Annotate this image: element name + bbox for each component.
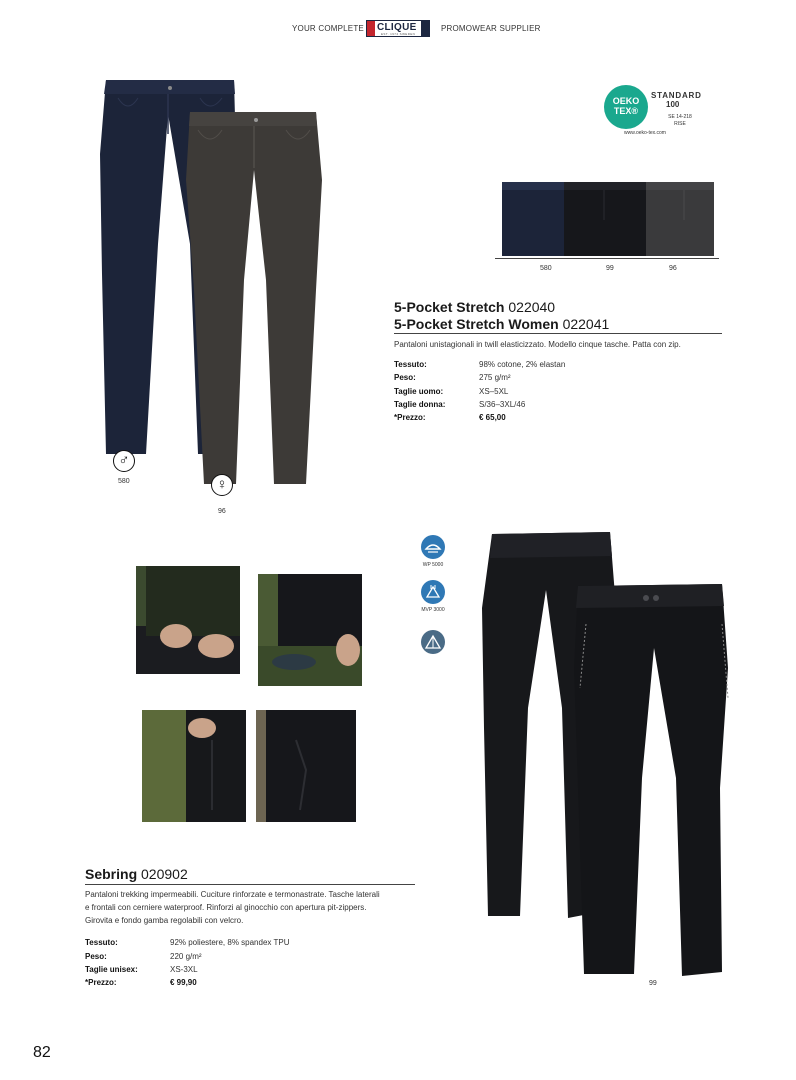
feature-label-wp: WP 5000 [422, 562, 444, 568]
product2-spec-label: *Prezzo: [85, 978, 117, 987]
oeko-badge-line1: OEKO [612, 96, 640, 106]
product2-title [85, 866, 188, 882]
male-symbol-icon: ♂ [113, 450, 135, 472]
oeko-standard-number: 100 [666, 100, 680, 109]
product2-rule [85, 884, 415, 885]
product1-spec-value: S/36–3XL/46 [479, 400, 526, 409]
oeko-badge-line2: TEX® [613, 106, 639, 116]
product1-code1: 022040 [508, 299, 556, 315]
logo-navy-block [421, 21, 429, 36]
waterproof-icon [421, 535, 445, 559]
swatch-code-580: 580 [540, 265, 552, 272]
female-symbol-icon: ♀ [211, 474, 233, 496]
breathable-glyph [421, 580, 445, 604]
product1-spec-value: XS–5XL [479, 387, 509, 396]
product2-description-line: e frontali con cerniere waterproof. Rinforzi al ginocchio con apertura pit-zippers. [85, 903, 367, 912]
product1-spec-label: Tessuto: [394, 360, 427, 369]
detail-photo-ankle-zip [258, 574, 362, 686]
oeko-cert-code [660, 114, 700, 128]
swatch-divider [495, 258, 719, 259]
product2-spec-value: 220 g/m² [170, 952, 202, 961]
product2-spec-value: XS-3XL [170, 965, 198, 974]
page-number: 82 [33, 1044, 51, 1061]
product1-spec-value: 275 g/m² [479, 373, 511, 382]
product2-spec-label: Peso: [85, 952, 107, 961]
product2-spec-value: 92% poliestere, 8% spandex TPU [170, 938, 290, 947]
product2-description [85, 888, 380, 927]
product1-name-line2: 5-Pocket Stretch Women [394, 316, 559, 332]
product2-code: 020902 [141, 866, 188, 882]
product1-spec-label: Peso: [394, 373, 416, 382]
product1-title [394, 299, 609, 333]
product2-spec-label: Taglie unisex: [85, 965, 138, 974]
product1-code2: 022041 [562, 316, 610, 332]
detail-photo-leg-close [256, 710, 356, 822]
sebring-color-code: 99 [649, 980, 657, 987]
product1-description: Pantaloni unistagionali in twill elasticizzato. Modello cinque tasche. Patta con zip. [394, 340, 681, 349]
product2-price: € 99,90 [170, 978, 197, 987]
feature-label-mvp: MVP 3000 [421, 607, 445, 613]
product1-name-line1: 5-Pocket Stretch [394, 299, 505, 315]
tent-glyph [421, 630, 445, 654]
oeko-url: www.oeko-tex.com [624, 130, 666, 136]
product1-spec-label: Taglie donna: [394, 400, 446, 409]
header-tagline-left: YOUR COMPLETE [292, 24, 364, 33]
product1-spec-value: 98% cotone, 2% elastan [479, 360, 566, 369]
logo-sub-text: EST. 1974 SWEDEN [381, 32, 416, 36]
oeko-tex-badge [604, 85, 648, 129]
clique-logo [366, 20, 430, 37]
womens-color-code: 96 [218, 508, 226, 515]
product2-name: Sebring [85, 866, 138, 882]
product1-rule [394, 333, 722, 334]
logo-brand-text: CLIQUE [377, 22, 417, 33]
waterproof-glyph [421, 535, 445, 559]
oeko-code-line1: SE 14-218 [668, 114, 692, 120]
tent-icon [421, 630, 445, 654]
product2-description-line: Girovita e fondo gamba regolabili con velcro. [85, 916, 244, 925]
product1-spec-label: *Prezzo: [394, 413, 426, 422]
swatch-code-96: 96 [669, 265, 677, 272]
color-swatches-image [500, 180, 718, 258]
logo-red-block [367, 21, 375, 36]
detail-photo-side-zip [142, 710, 246, 822]
sebring-pants-image [482, 528, 732, 980]
womens-charcoal-pants-image [182, 110, 328, 488]
oeko-standard-label: STANDARD [651, 91, 702, 100]
product2-spec-label: Tessuto: [85, 938, 118, 947]
breathable-icon [421, 580, 445, 604]
product1-price: € 65,00 [479, 413, 506, 422]
swatch-code-99: 99 [606, 265, 614, 272]
header-tagline-right: PROMOWEAR SUPPLIER [441, 24, 541, 33]
detail-photo-knee-pocket [136, 566, 240, 674]
product2-description-line: Pantaloni trekking impermeabili. Cuciture rinforzate e termonastrate. Tasche laterali [85, 890, 380, 899]
product1-spec-label: Taglie uomo: [394, 387, 444, 396]
mens-color-code: 580 [118, 478, 130, 485]
oeko-code-line2: RISE [674, 121, 686, 127]
